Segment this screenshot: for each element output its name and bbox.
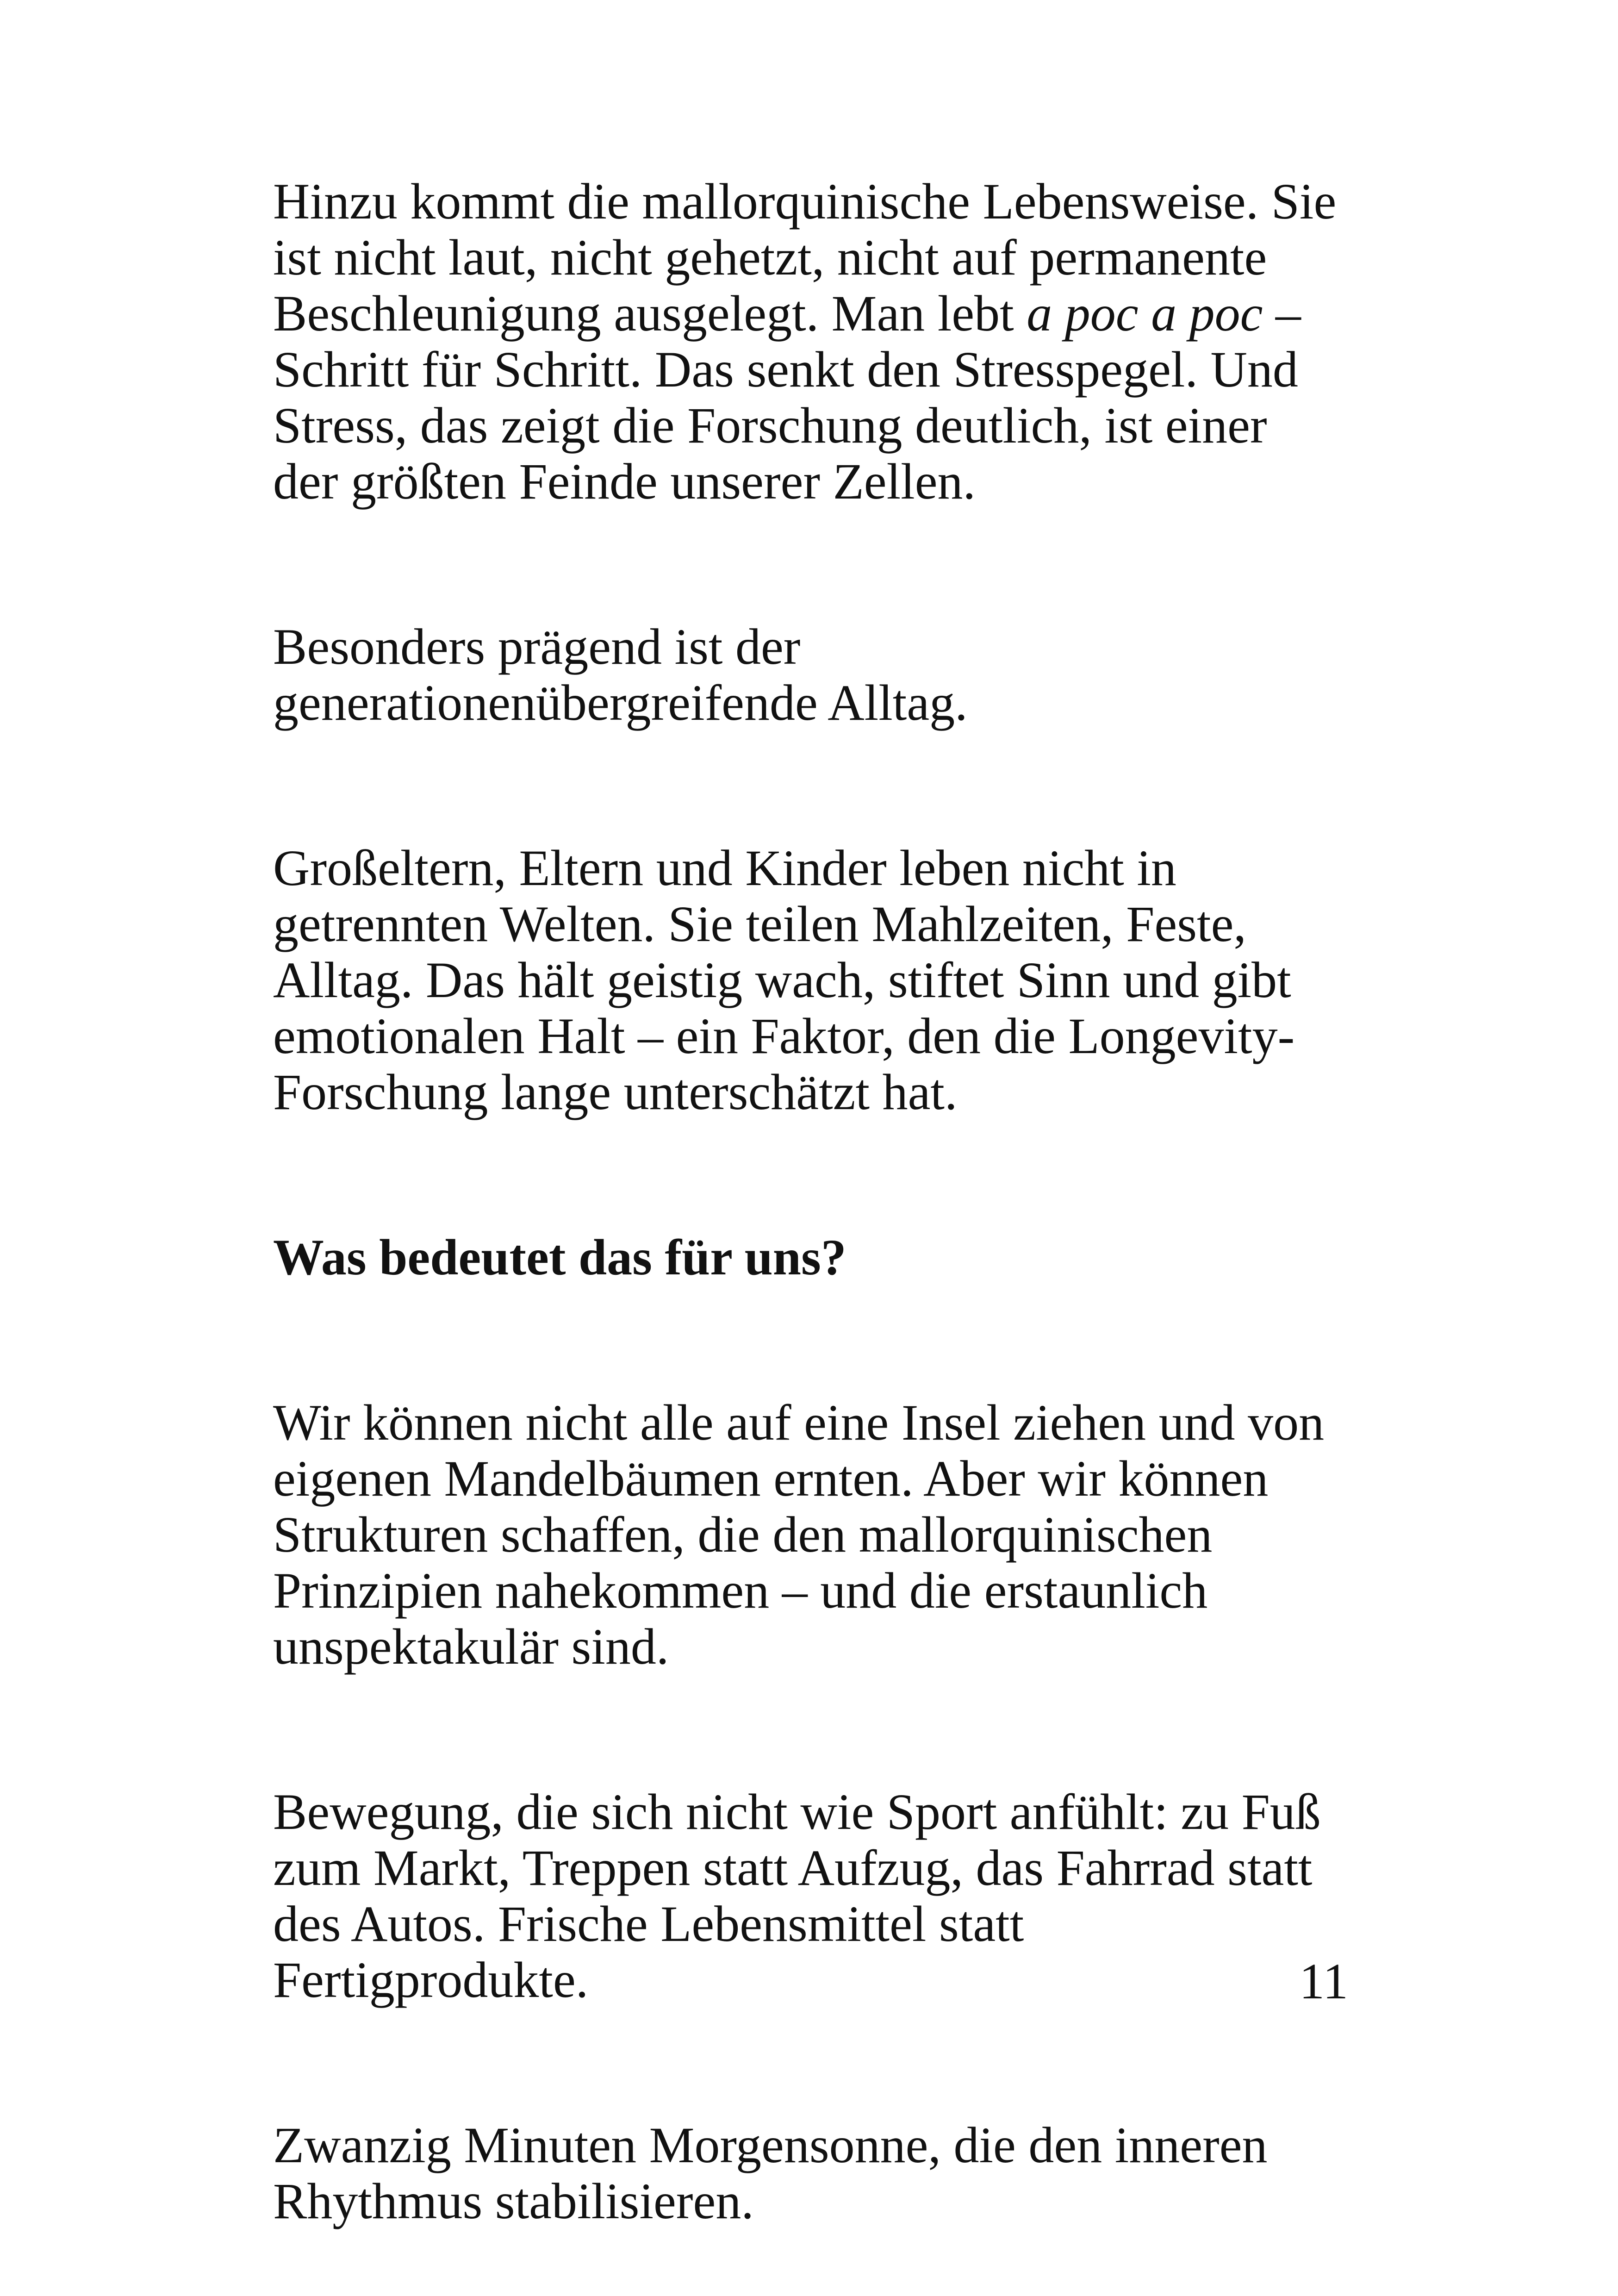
text-line: Schritt für Schritt. Das senkt den Stresspegel. Und bbox=[273, 341, 1298, 398]
text-line: Strukturen schaffen, die den mallorquinischen bbox=[273, 1506, 1213, 1563]
paragraph-spacer bbox=[273, 2008, 1356, 2117]
text-line: Rhythmus stabilisieren. bbox=[273, 2173, 754, 2229]
page-number: 11 bbox=[1299, 1953, 1348, 2009]
text-line: Stress, das zeigt die Forschung deutlich, ist einer bbox=[273, 397, 1267, 454]
text-line: getrennten Welten. Sie teilen Mahlzeiten, Feste, bbox=[273, 896, 1246, 952]
paragraph-morgensonne bbox=[273, 2117, 1356, 2229]
text-line: Zwanzig Minuten Morgensonne, die den inneren bbox=[273, 2117, 1268, 2173]
paragraph-alltag bbox=[273, 619, 1356, 731]
section-heading: Was bedeutet das für uns? bbox=[273, 1229, 846, 1285]
text-line: der größten Feinde unserer Zellen. bbox=[273, 453, 976, 510]
paragraph-spacer bbox=[273, 1120, 1356, 1229]
text-line: Fertigprodukte. bbox=[273, 1952, 589, 2008]
paragraph-spacer bbox=[273, 1285, 1356, 1395]
paragraph-lebensweise bbox=[273, 174, 1356, 510]
text-line: generationenübergreifende Alltag. bbox=[273, 674, 968, 731]
paragraph-strukturen bbox=[273, 1395, 1356, 1675]
text-line bbox=[273, 286, 1356, 342]
paragraph-spacer bbox=[273, 1675, 1356, 1784]
text-line: Forschung lange unterschätzt hat. bbox=[273, 1064, 958, 1120]
section-heading-block bbox=[273, 1229, 1356, 1285]
text-line: Bewegung, die sich nicht wie Sport anfühlt: zu Fuß bbox=[273, 1784, 1321, 1840]
text-line: zum Markt, Treppen statt Aufzug, das Fahrrad statt bbox=[273, 1840, 1313, 1896]
italic-phrase: a poc a poc bbox=[1027, 285, 1263, 342]
text-line: unspektakulär sind. bbox=[273, 1618, 669, 1675]
text-line: Hinzu kommt die mallorquinische Lebensweise. Sie bbox=[273, 173, 1337, 230]
text-line: eigenen Mandelbäumen ernten. Aber wir können bbox=[273, 1450, 1269, 1507]
text-line: Wir können nicht alle auf eine Insel ziehen und von bbox=[273, 1394, 1325, 1451]
text-line: des Autos. Frische Lebensmittel statt bbox=[273, 1896, 1024, 1952]
paragraph-spacer bbox=[273, 731, 1356, 840]
body-text bbox=[273, 174, 1356, 2229]
text-line: Alltag. Das hält geistig wach, stiftet Sinn und gibt bbox=[273, 952, 1291, 1008]
paragraph-spacer bbox=[273, 510, 1356, 619]
text-line: Prinzipien nahekommen – und die erstaunlich bbox=[273, 1562, 1208, 1619]
text-segment: Beschleunigung ausgelegt. Man lebt bbox=[273, 285, 1027, 342]
text-line: Besonders prägend ist der bbox=[273, 618, 801, 675]
paragraph-generationen bbox=[273, 840, 1356, 1120]
paragraph-bewegung bbox=[273, 1784, 1356, 2008]
text-line: emotionalen Halt – ein Faktor, den die Longevity- bbox=[273, 1008, 1295, 1064]
text-line: ist nicht laut, nicht gehetzt, nicht auf permanente bbox=[273, 229, 1267, 286]
text-line: Großeltern, Eltern und Kinder leben nicht in bbox=[273, 840, 1176, 896]
text-segment: – bbox=[1263, 285, 1301, 342]
